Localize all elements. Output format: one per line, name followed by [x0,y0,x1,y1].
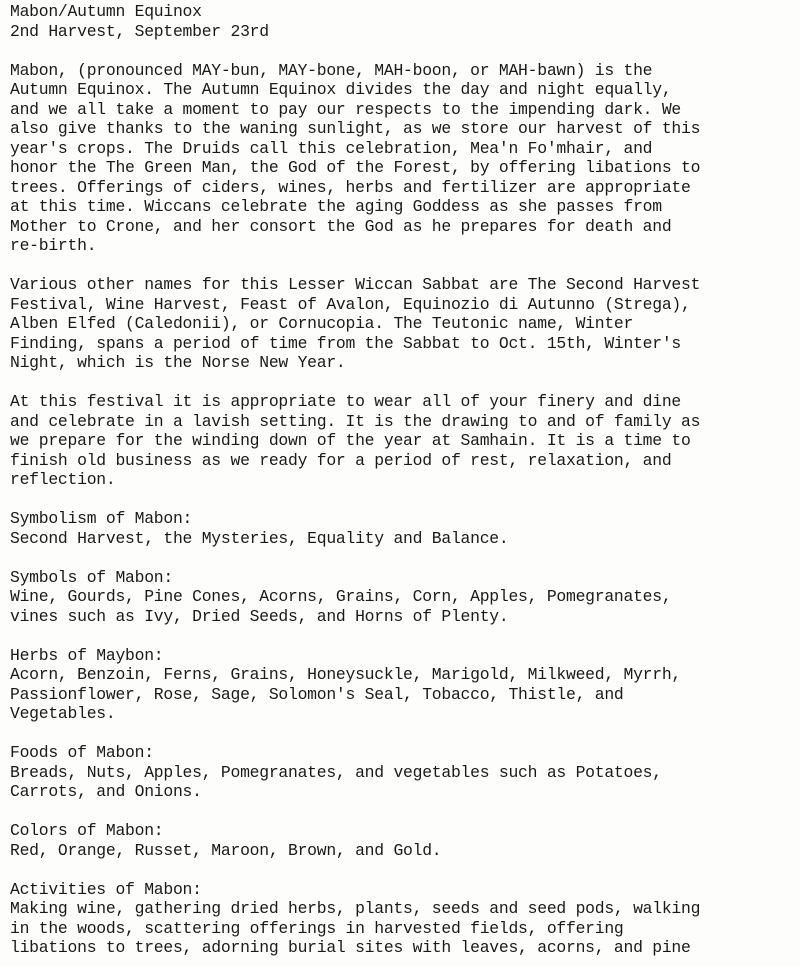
names-line: Various other names for this Lesser Wiccan Sabbat are The Second Harvest [10,275,701,294]
section-heading: Symbolism of Mabon: [10,509,193,528]
festival-line: and celebrate in a lavish setting. It is the drawing to and of family as [10,411,701,431]
intro-line: trees. Offerings of ciders, wines, herbs and fertilizer are appropriate [10,177,691,197]
section-line: Second Harvest, the Mysteries, Equality and Balance. [10,528,509,548]
intro-paragraph [10,61,796,256]
section-heading: Foods of Mabon: [10,743,154,762]
section-heading: Colors of Mabon: [10,821,164,840]
names-line: Finding, spans a period of time from the Sabbat to Oct. 15th, Winter's [10,333,682,353]
section-line: in the woods, scattering offerings in harvested fields, offering [10,918,624,938]
names-line: Night, which is the Norse New Year. [10,353,346,372]
section-line: vines such as Ivy, Dried Seeds, and Horns of Plenty. [10,606,509,626]
festival-line: At this festival it is appropriate to wear all of your finery and dine [10,392,682,411]
section-line: Making wine, gathering dried herbs, plants, seeds and seed pods, walking [10,899,701,918]
intro-line: at this time. Wiccans celebrate the aging Goddess as she passes from [10,197,662,216]
document-text [10,2,796,958]
intro-line: honor the The Green Man, the God of the Forest, by offering libations to [10,158,701,177]
section-line: Acorn, Benzoin, Ferns, Grains, Honeysuckle, Marigold, Milkweed, Myrrh, [10,665,682,684]
intro-line: year's crops. The Druids call this celebration, Mea'n Fo'mhair, and [10,138,653,158]
intro-line: Mother to Crone, and her consort the God as he prepares for death and [10,216,672,236]
intro-line: re-birth. [10,236,97,255]
section-line: Breads, Nuts, Apples, Pomegranates, and vegetables such as Potatoes, [10,762,662,782]
festival-line: finish old business as we ready for a period of rest, relaxation, and [10,450,672,470]
festival-line: reflection. [10,470,116,489]
section-line: Red, Orange, Russet, Maroon, Brown, and Gold. [10,840,442,860]
intro-line: Autumn Equinox. The Autumn Equinox divides the day and night equally, [10,80,672,99]
section-heading: Activities of Mabon: [10,879,202,899]
section-line: Passionflower, Rose, Sage, Solomon's Seal, Tobacco, Thistle, and [10,684,624,704]
herbs-section [10,646,796,724]
intro-line: and we all take a moment to pay our respects to the impending dark. We [10,99,682,119]
names-paragraph [10,275,796,373]
foods-section [10,743,796,802]
festival-line: we prepare for the winding down of the year at Samhain. It is a time to [10,431,691,450]
symbols-section [10,568,796,627]
section-heading: Symbols of Mabon: [10,567,173,587]
document-subtitle: 2nd Harvest, September 23rd [10,21,269,41]
names-line: Festival, Wine Harvest, Feast of Avalon, Equinozio di Autunno (Strega), [10,294,691,314]
symbolism-section [10,509,796,548]
section-line: Wine, Gourds, Pine Cones, Acorns, Grains, Corn, Apples, Pomegranates, [10,587,672,606]
section-line: Vegetables. [10,704,116,723]
section-heading: Herbs of Maybon: [10,645,164,665]
intro-line: Mabon, (pronounced MAY-bun, MAY-bone, MAH-boon, or MAH-bawn) is the [10,60,653,80]
document-title: Mabon/Autumn Equinox [10,2,202,21]
festival-paragraph [10,392,796,490]
document-header [10,2,796,41]
names-line: Alben Elfed (Caledonii), or Cornucopia. The Teutonic name, Winter [10,314,634,333]
intro-line: also give thanks to the waning sunlight, as we store our harvest of this [10,119,701,138]
section-line: libations to trees, adorning burial sites with leaves, acorns, and pine [10,938,691,957]
activities-section [10,880,796,958]
section-line: Carrots, and Onions. [10,782,202,801]
colors-section [10,821,796,860]
